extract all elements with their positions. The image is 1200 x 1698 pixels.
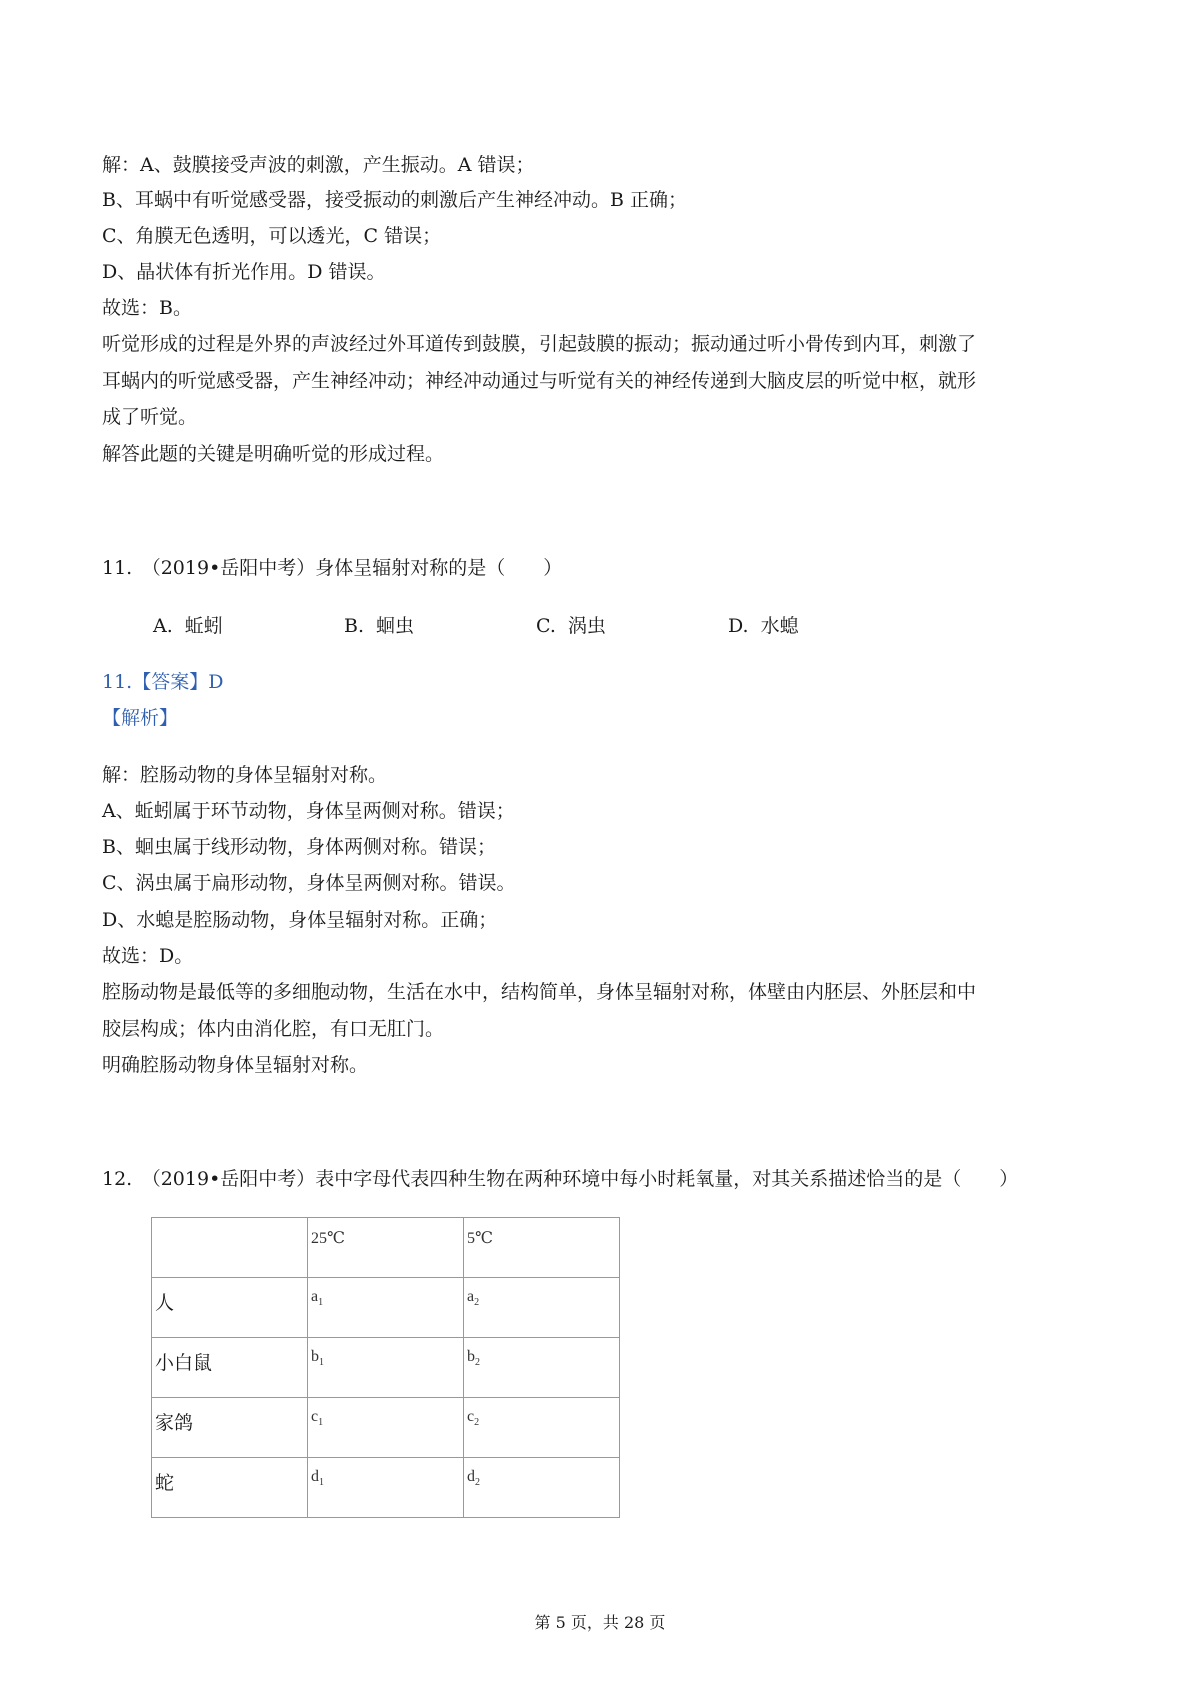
option-c — [536, 614, 606, 638]
option-letter: A. — [153, 615, 173, 637]
table-row — [152, 1398, 620, 1458]
question-12-stem: 12. （2019•岳阳中考）表中字母代表四种生物在两种环境中每小时耗氧量，对其关系描述恰当的是（ ） — [102, 1168, 1019, 1190]
option-text: 涡虫 — [567, 615, 606, 637]
option-b — [344, 614, 414, 638]
cell-letter: c — [311, 1408, 319, 1425]
cell-subscript: 2 — [475, 1477, 480, 1489]
organism-name: 蛇 — [152, 1458, 308, 1518]
analysis-line: 腔肠动物是最低等的多细胞动物，生活在水中，结构简单，身体呈辐射对称，体壁由内胚层、外胚层和中 — [102, 981, 977, 1003]
question-11-stem: 11. （2019•岳阳中考）身体呈辐射对称的是（ ） — [102, 557, 563, 579]
cell-subscript: 2 — [475, 1357, 480, 1369]
answer-label: 11.【答案】D — [102, 671, 224, 693]
analysis-line: C、角膜无色透明，可以透光，C 错误； — [102, 225, 442, 247]
table-cell — [464, 1398, 620, 1458]
analysis-line: 明确腔肠动物身体呈辐射对称。 — [102, 1054, 369, 1076]
cell-subscript: 2 — [474, 1297, 480, 1309]
oxygen-table — [151, 1217, 620, 1518]
table-header-row — [152, 1218, 620, 1278]
table-cell — [464, 1458, 620, 1518]
analysis-line: B、耳蜗中有听觉感受器，接受振动的刺激后产生神经冲动。B 正确； — [102, 189, 687, 211]
analysis-line: A、蚯蚓属于环节动物，身体呈两侧对称。错误； — [102, 800, 515, 822]
table-row — [152, 1458, 620, 1518]
cell-subscript: 1 — [319, 1477, 324, 1489]
analysis-line: 成了听觉。 — [102, 406, 198, 428]
table-cell — [308, 1278, 464, 1338]
option-text: 水螅 — [760, 615, 799, 637]
table-header-cell: 25℃ — [308, 1218, 464, 1278]
analysis-line: C、涡虫属于扁形动物，身体呈两侧对称。错误。 — [102, 872, 516, 894]
analysis-line: D、水螅是腔肠动物，身体呈辐射对称。正确； — [102, 909, 498, 931]
organism-name: 家鸽 — [152, 1398, 308, 1458]
table-header-cell: 5℃ — [464, 1218, 620, 1278]
cell-subscript: 1 — [318, 1417, 324, 1429]
analysis-line: B、蛔虫属于线形动物，身体两侧对称。错误； — [102, 836, 496, 858]
cell-letter: b — [311, 1348, 319, 1365]
analysis-line: 听觉形成的过程是外界的声波经过外耳道传到鼓膜，引起鼓膜的振动；振动通过听小骨传到内耳，刺激了 — [102, 333, 977, 355]
table-header-cell — [152, 1218, 308, 1278]
option-letter: D. — [728, 615, 749, 637]
table-cell — [464, 1278, 620, 1338]
analysis-line: 故选：D。 — [102, 945, 194, 967]
analysis-line: 耳蜗内的听觉感受器，产生神经冲动；神经冲动通过与听觉有关的神经传递到大脑皮层的听觉中枢，就形 — [102, 370, 977, 392]
option-text: 蚯蚓 — [184, 615, 223, 637]
analysis-line: 解答此题的关键是明确听觉的形成过程。 — [102, 443, 445, 465]
option-letter: C. — [536, 615, 556, 637]
analysis-line: 胶层构成；体内由消化腔，有口无肛门。 — [102, 1018, 445, 1040]
option-text: 蛔虫 — [376, 615, 415, 637]
analysis-line: 解：A、鼓膜接受声波的刺激，产生振动。A 错误； — [102, 154, 535, 176]
table-cell — [464, 1338, 620, 1398]
option-a — [153, 614, 223, 638]
cell-letter: a — [311, 1288, 319, 1305]
table-cell — [308, 1338, 464, 1398]
option-letter: B. — [344, 615, 365, 637]
organism-name: 人 — [152, 1278, 308, 1338]
cell-letter: d — [311, 1468, 319, 1485]
cell-letter: b — [467, 1348, 475, 1365]
cell-subscript: 2 — [474, 1417, 480, 1429]
cell-letter: d — [467, 1468, 475, 1485]
analysis-line: D、晶状体有折光作用。D 错误。 — [102, 261, 386, 283]
table-row — [152, 1278, 620, 1338]
table-cell — [308, 1458, 464, 1518]
cell-letter: a — [467, 1288, 475, 1305]
page-footer: 第 5 页，共 28 页 — [534, 1613, 666, 1632]
cell-subscript: 1 — [318, 1297, 324, 1309]
cell-subscript: 1 — [319, 1357, 324, 1369]
table-cell — [308, 1398, 464, 1458]
analysis-line: 解：腔肠动物的身体呈辐射对称。 — [102, 764, 388, 786]
option-d — [728, 614, 799, 638]
table-row — [152, 1338, 620, 1398]
analysis-line: 故选：B。 — [102, 297, 192, 319]
organism-name: 小白鼠 — [152, 1338, 308, 1398]
cell-letter: c — [467, 1408, 475, 1425]
analysis-label: 【解析】 — [102, 707, 179, 729]
